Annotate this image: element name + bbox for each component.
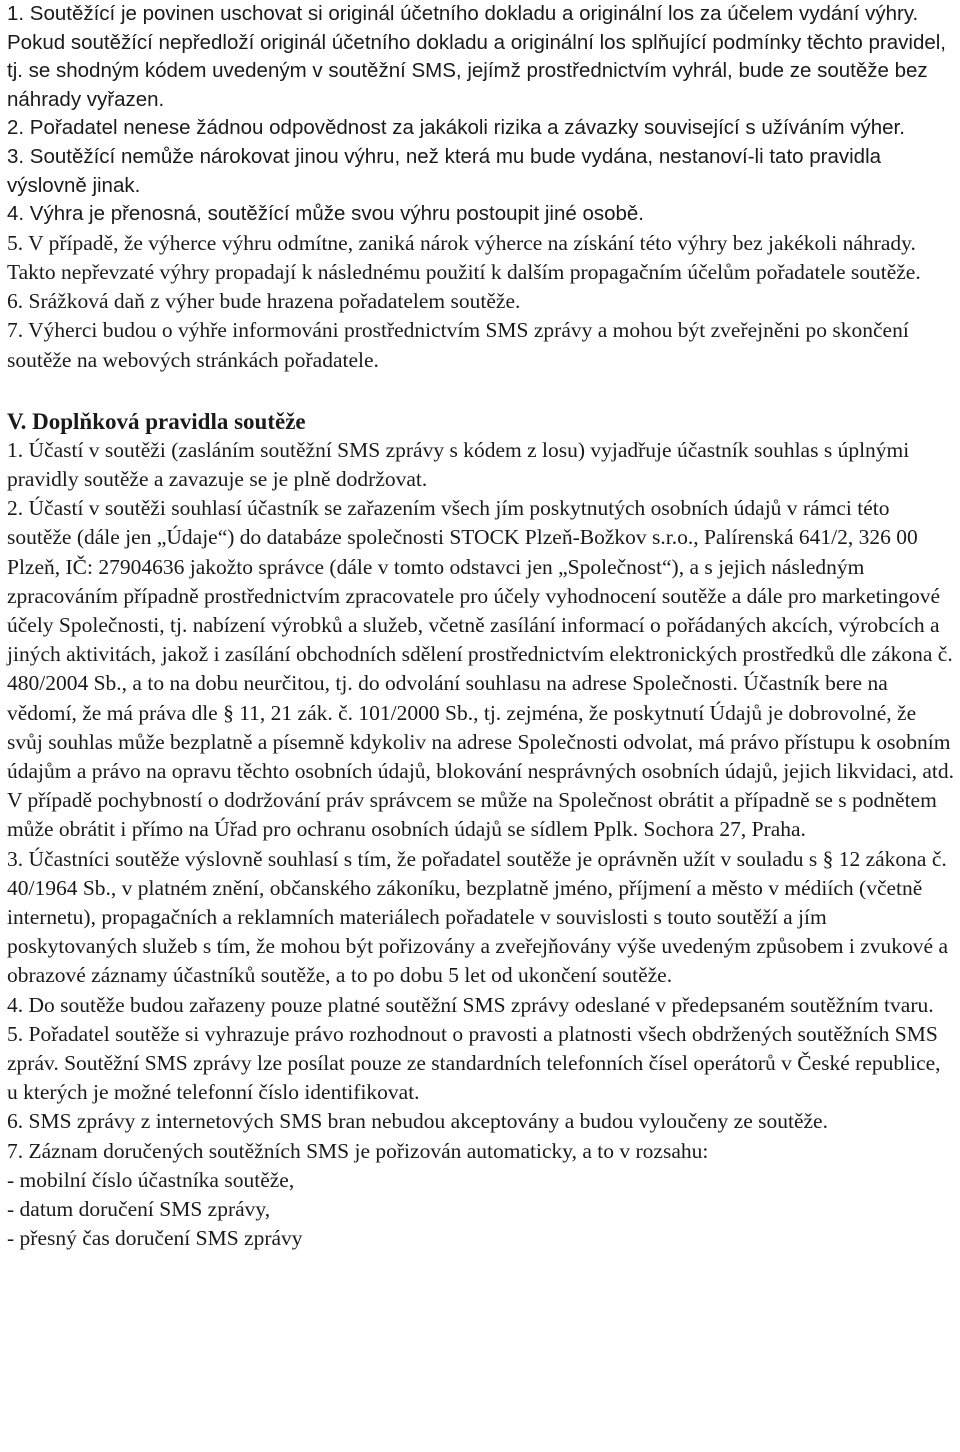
- prize-rules-list-continued: [7, 229, 955, 375]
- rule-paragraph: 1. Soutěžící je povinen uschovat si originál účetního dokladu a originální los za účelem vydání výhry. Pokud soutěžící nepředloží originál účetního dokladu a originální los splňující podmínky těchto pravidel, tj. se shodným kódem uvedeným v soutěžní SMS, jejímž prostřednictvím vyhrál, bude ze soutěže bez náhrady vyřazen.: [7, 2, 947, 111]
- prize-rules-list: [7, 0, 955, 229]
- rule-paragraph: 2. Pořadatel nenese žádnou odpovědnost za jakákoli rizika a závazky související s užíváním výher.: [7, 116, 905, 140]
- list-item: - datum doručení SMS zprávy,: [7, 1197, 271, 1222]
- supplementary-rules-list: [7, 436, 955, 1254]
- rule-paragraph: 5. V případě, že výherce výhru odmítne, zaniká nárok výherce na získání této výhry bez jakékoli náhrady. Takto nepřevzaté výhry propadají k následnému použití k dalším propagačním účelům pořadatele soutěže.: [7, 230, 921, 284]
- rule-paragraph: 4. Výhra je přenosná, soutěžící může svou výhru postoupit jiné osobě.: [7, 202, 645, 226]
- document-page: [7, 0, 955, 1253]
- list-item: - mobilní číslo účastníka soutěže,: [7, 1167, 295, 1192]
- section-heading: V. Doplňková pravidla soutěže: [7, 408, 306, 434]
- rule-paragraph: 6. SMS zprávy z internetových SMS bran nebudou akceptovány a budou vyloučeny ze soutěže.: [7, 1109, 828, 1134]
- rule-paragraph: 7. Záznam doručených soutěžních SMS je pořizován automaticky, a to v rozsahu:: [7, 1138, 709, 1163]
- rule-paragraph: 3. Účastníci soutěže výslovně souhlasí s tím, že pořadatel soutěže je oprávněn užít v souladu s § 12 zákona č. 40/1964 Sb., v platném znění, občanského zákoníku, bezplatně jméno, příjmení a město v médiích (včetně internetu), propagačních a reklamních materiálech pořadatele v souvislosti s touto soutěží a jím poskytovaných služeb s tím, že mohou být pořizovány a zveřejňovány výše uvedeným způsobem i zvukové a obrazové záznamy účastníků soutěže, a to po dobu 5 let od ukončení soutěže.: [7, 846, 948, 988]
- rule-paragraph: 5. Pořadatel soutěže si vyhrazuje právo rozhodnout o pravosti a platnosti všech obdržených soutěžních SMS zpráv. Soutěžní SMS zprávy lze posílat pouze ze standardních telefonních čísel operátorů v České republice, u kterých je možné telefonní číslo identifikovat.: [7, 1021, 941, 1105]
- rule-paragraph: 4. Do soutěže budou zařazeny pouze platné soutěžní SMS zprávy odeslané v předepsaném soutěžním tvaru.: [7, 992, 934, 1017]
- rule-paragraph: 6. Srážková daň z výher bude hrazena pořadatelem soutěže.: [7, 289, 521, 314]
- rule-paragraph: 3. Soutěžící nemůže nárokovat jinou výhru, než která mu bude vydána, nestanoví-li tato pravidla výslovně jinak.: [7, 144, 882, 197]
- list-item: - přesný čas doručení SMS zprávy: [7, 1226, 303, 1251]
- rule-paragraph: 7. Výherci budou o výhře informováni prostřednictvím SMS zprávy a mohou být zveřejněni po skončení soutěže na webových stránkách pořadatele.: [7, 318, 909, 372]
- rule-paragraph: 2. Účastí v soutěži souhlasí účastník se zařazením všech jím poskytnutých osobních údajů v rámci této soutěže (dále jen „Údaje“) do databáze společnosti STOCK Plzeň-Božkov s.r.o., Palírenská 641/2, 326 00 Plzeň, IČ: 27904636 jakožto správce (dále v tomto odstavci jen „Společnost“), a s jejich následným zpracováním případně prostřednictvím zpracovatele pro účely vyhodnocení soutěže a dále pro marketingové účely Společnosti, tj. nabízení výrobků a služeb, včetně zasílání informací o pořádaných akcích, výrobcích a jiných aktivitách, jakož i zasílání obchodních sdělení prostřednictvím elektronických prostředků dle zákona č. 480/2004 Sb., a to na dobu neurčitou, tj. do odvolání souhlasu na adrese Společnosti. Účastník bere na vědomí, že má práva dle § 11, 21 zák. č. 101/2000 Sb., tj. zejména, že poskytnutí Údajů je dobrovolné, že svůj souhlas může bezplatně a písemně kdykoliv na adrese Společnosti odvolat, má právo přístupu k osobním údajům a právo na opravu těchto osobních údajů, blokování nesprávných osobních údajů, jejich likvidaci, atd. V případě pochybností o dodržování práv správcem se může na Společnost obrátit a případně se s podnětem může obrátit i přímo na Úřad pro ochranu osobních údajů se sídlem Pplk. Sochora 27, Praha.: [7, 496, 954, 842]
- rule-paragraph: 1. Účastí v soutěži (zasláním soutěžní SMS zprávy s kódem z losu) vyjadřuje účastník souhlas s úplnými pravidly soutěže a zavazuje se je plně dodržovat.: [7, 437, 910, 491]
- section-spacer: [7, 375, 955, 407]
